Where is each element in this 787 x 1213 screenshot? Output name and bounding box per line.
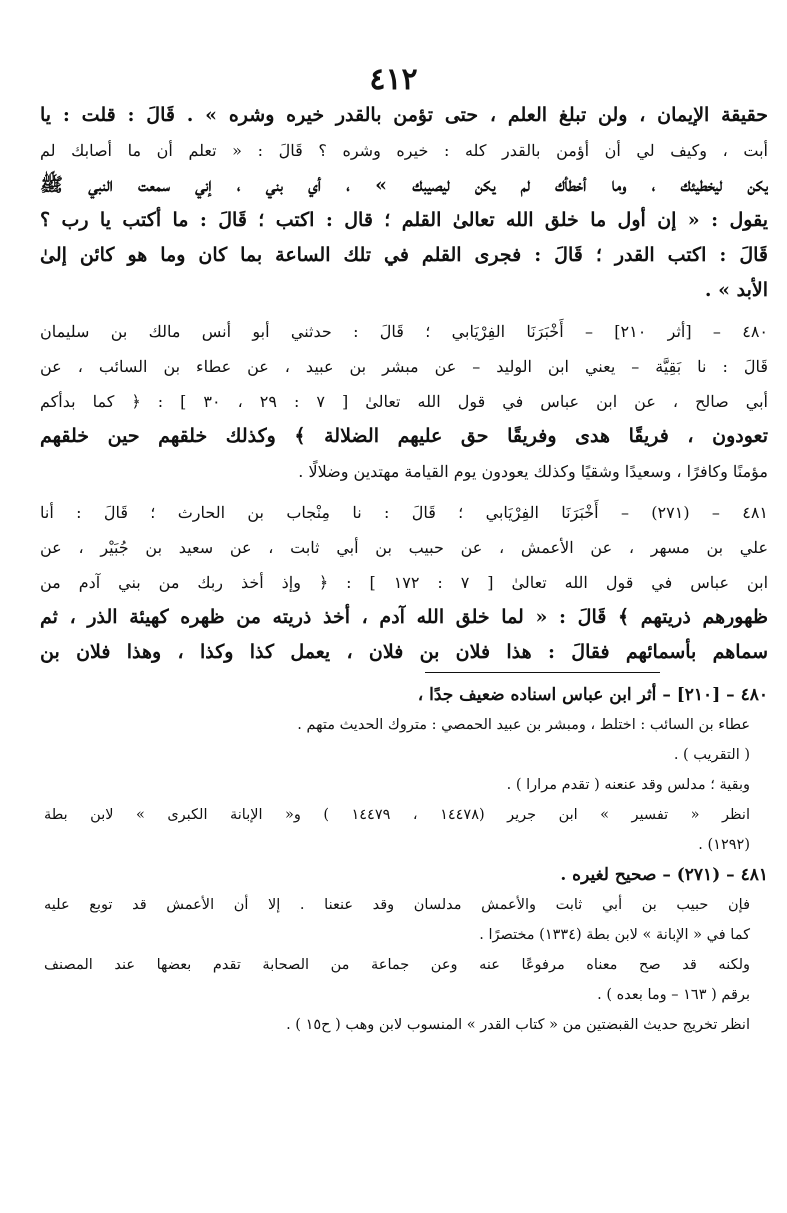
footnote-heading: ٤٨٠ – [٢١٠] – أثر ابن عباس اسناده ضعيف جدًا ، [417, 685, 768, 705]
text-line: ٤٨١ – (٢٧١) – أَخْبَرَنَا الفِرْيَابي ؛ قَالَ : نا مِنْجاب بن الحارث ؛ قَالَ : أنا [40, 503, 768, 522]
footnote-line: ( التقريب ) . [673, 747, 750, 763]
text-line: قَالَ : نا بَقِيَّة – يعني ابن الوليد – عن مبشر بن عبيد ، عن عطاء بن السائب ، عن [40, 357, 768, 376]
text-line: ابن عباس في قول الله تعالىٰ [ ٧ : ١٧٢ ] : ﴿ وإذ أخذ ربك من بني آدم من [40, 573, 768, 592]
footnote-heading: ٤٨١ – (٢٧١) – صحيح لغيره . [560, 865, 768, 885]
footnotes [44, 680, 768, 1040]
text-line: أبي صالح ، عن ابن عباس في قول الله تعالىٰ [ ٧ : ٢٩ ، ٣٠ ] : ﴿ كما بدأكم [40, 392, 768, 411]
text-line: يقول : « إن أول ما خلق الله تعالىٰ القلم ؛ قال : اكتب ؛ قَالَ : ما أكتب يا رب ؟ [40, 209, 768, 231]
text-line: تعودون ، فريقًا هدى وفريقًا حق عليهم الضلالة ﴾ وكذلك خلقهم حين خلقهم [40, 425, 768, 447]
text-line: مؤمنًا وكافرًا ، وسعيدًا وشقيًا وكذلك يعودون يوم القيامة مهتدين وضلالًا . [298, 462, 768, 481]
text-line: حقيقة الإيمان ، ولن تبلغ العلم ، حتى تؤمن بالقدر خيره وشره » . قَالَ : قلت : يا [40, 104, 768, 126]
text-line: يكن ليخطيئك ، وما أخطأك لم يكن ليصيبك » ، أي بني ، إني سمعت النبي ﷺ [40, 174, 768, 196]
main-text [40, 98, 768, 670]
text-line: علي بن مسهر ، عن الأعمش ، عن حبيب بن أبي ثابت ، عن سعيد بن جُبَيْر ، عن [40, 538, 768, 557]
footnote-line: (١٢٩٢) . [698, 837, 750, 853]
text-line: ٤٨٠ – [أثر ٢١٠] – أَخْبَرَنَا الفِرْيَابي ؛ قَالَ : حدثني أبو أنس مالك بن سليمان [40, 322, 768, 341]
footnote-line: عطاء بن السائب : اختلط ، ومبشر بن عبيد الحمصي : متروك الحديث متهم . [297, 717, 750, 733]
text-line: قَالَ : اكتب القدر ؛ قَالَ : فجرى القلم في تلك الساعة بما كان وما هو كائن إلىٰ [40, 244, 768, 266]
footnote-line: فإن حبيب بن أبي ثابت والأعمش مدلسان وقد عنعنا . إلا أن الأعمش قد توبع عليه [44, 897, 750, 913]
text-line: ظهورهم ذريتهم ﴾ قَالَ : « لما خلق الله آدم ، أخذ ذريته من ظهره كهيئة الذر ، ثم [40, 606, 768, 628]
text-line: سماهم بأسمائهم فقالَ : هذا فلان بن فلان ، يعمل كذا وكذا ، وهذا فلان بن [40, 641, 768, 663]
footnote-line: انظر « تفسير » ابن جرير (١٤٤٧٨ ، ١٤٤٧٩ ) و« الإبانة الكبرى » لابن بطة [44, 807, 750, 823]
footnote-line: برقم ( ١٦٣ – وما بعده ) . [597, 987, 750, 1003]
footnote-line: ولكنه قد صح معناه مرفوعًا عنه وعن جماعة من الصحابة تقدم بعضها عند المصنف [44, 957, 750, 973]
footnote-divider [425, 672, 660, 673]
footnote-line: وبقية ؛ مدلس وقد عنعنه ( تقدم مرارا ) . [506, 777, 750, 793]
text-line: أبت ، وكيف لي أن أؤمن بالقدر كله : خيره وشره ؟ قَالَ : « تعلم أن ما أصابك لم [40, 141, 768, 160]
text-line: الأبد » . [704, 279, 768, 301]
footnote-line: كما في « الإبانة » لابن بطة (١٣٣٤) مختصرًا . [479, 927, 750, 943]
page-number: ٤١٢ [369, 62, 418, 97]
footnote-line: انظر تخريج حديث القبضتين من « كتاب القدر » المنسوب لابن وهب ( ح١٥ ) . [286, 1017, 750, 1033]
